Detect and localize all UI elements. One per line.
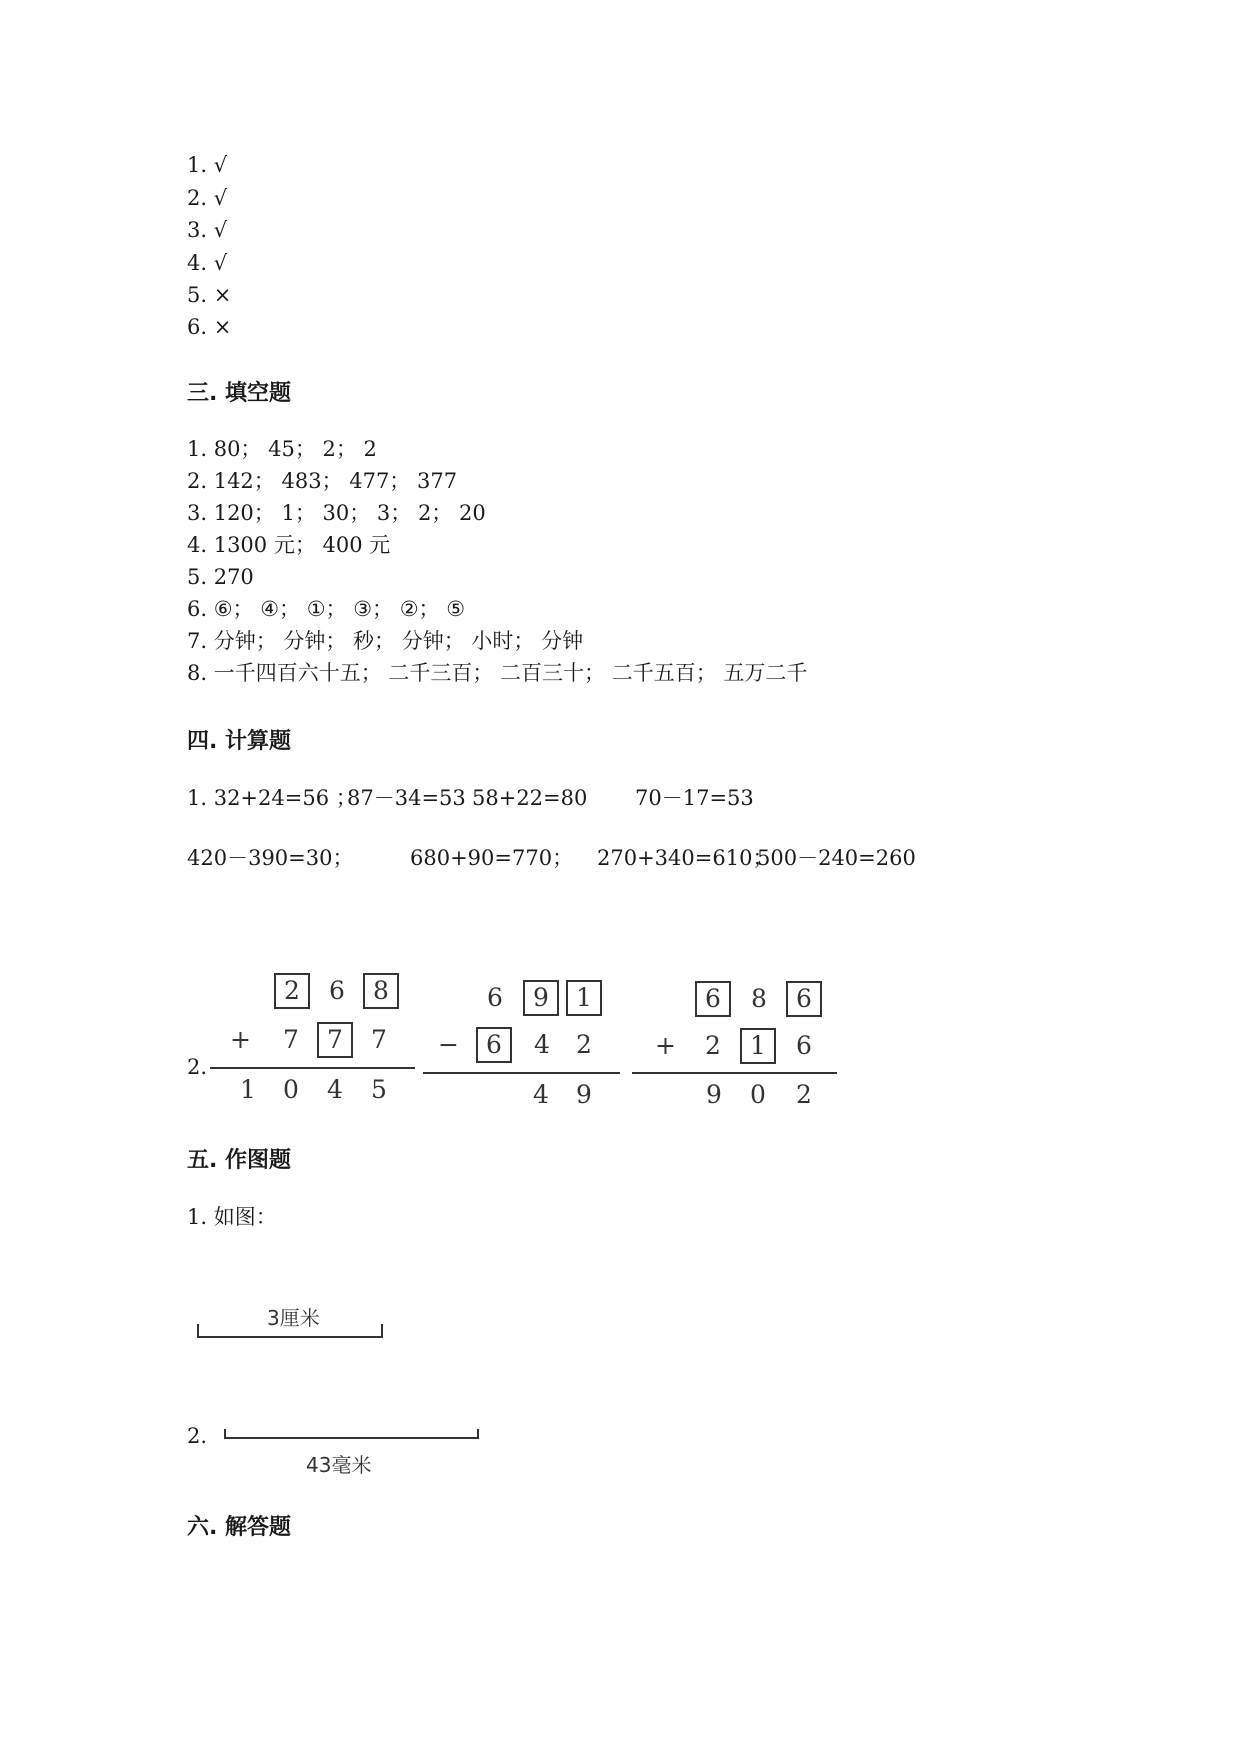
judge-answer: 3. √	[187, 218, 228, 242]
result-line	[423, 1072, 620, 1074]
fill-answer: 3. 120； 1； 30； 3； 2； 20	[187, 501, 486, 525]
digit: 1	[750, 1031, 766, 1060]
question-number: 2.	[187, 1424, 208, 1448]
operator: +	[655, 1031, 676, 1060]
digit: 2	[705, 1031, 721, 1060]
segment-tick	[381, 1324, 383, 1338]
digit: 7	[371, 1025, 387, 1054]
digit: 7	[327, 1025, 343, 1054]
segment-label: 43毫米	[306, 1453, 372, 1477]
calc-answer: 70－17=53	[635, 786, 754, 810]
fill-answer: 4. 1300 元； 400 元	[187, 533, 391, 557]
digit: 9	[533, 983, 549, 1012]
digit: 7	[283, 1025, 299, 1054]
draw-answer: 1. 如图：	[187, 1205, 277, 1229]
calc-answer: 87－34=53	[347, 786, 466, 810]
fill-answer: 1. 80； 45； 2； 2	[187, 437, 377, 461]
digit: 6	[705, 984, 721, 1013]
digit: 6	[486, 1030, 502, 1059]
digit: 9	[706, 1080, 722, 1109]
digit: 0	[750, 1080, 766, 1109]
digit: 6	[329, 976, 345, 1005]
section-title: 三. 填空题	[187, 381, 292, 406]
result-line	[210, 1067, 415, 1069]
question-number: 2.	[187, 1055, 208, 1079]
digit: 4	[533, 1080, 549, 1109]
digit: 4	[327, 1075, 343, 1104]
segment-line	[197, 1336, 383, 1338]
segment-label: 3厘米	[267, 1306, 320, 1330]
calc-answer: 420－390=30；	[187, 846, 354, 870]
calc-answer: 58+22=80	[472, 786, 588, 810]
fill-answer: 5. 270	[187, 565, 254, 589]
judge-answer: 5. ×	[187, 283, 232, 307]
judge-answer: 4. √	[187, 251, 228, 275]
segment-tick	[197, 1324, 199, 1338]
judge-answer: 2. √	[187, 186, 228, 210]
fill-answer: 7. 分钟； 分钟； 秒； 分钟； 小时； 分钟	[187, 629, 584, 653]
digit: 6	[796, 1031, 812, 1060]
segment-tick	[224, 1429, 226, 1439]
digit: 6	[487, 983, 503, 1012]
section-title: 五. 作图题	[187, 1148, 292, 1173]
operator: +	[230, 1025, 251, 1054]
section-title: 四. 计算题	[187, 729, 292, 754]
digit: 4	[534, 1030, 550, 1059]
digit: 9	[576, 1080, 592, 1109]
digit: 2	[576, 1030, 592, 1059]
digit: 1	[240, 1075, 256, 1104]
segment-tick	[477, 1429, 479, 1439]
section-title: 六. 解答题	[187, 1515, 292, 1540]
judge-answer: 1. √	[187, 153, 228, 177]
result-line	[632, 1072, 837, 1074]
calc-answer: 500－240=260	[757, 846, 916, 870]
digit: 1	[576, 983, 592, 1012]
segment-line	[224, 1437, 479, 1439]
fill-answer: 2. 142； 483； 477； 377	[187, 469, 458, 493]
fill-answer: 8. 一千四百六十五； 二千三百； 二百三十； 二千五百； 五万二千	[187, 661, 808, 685]
digit: 8	[751, 984, 767, 1013]
fill-answer: 6. ⑥； ④； ①； ③； ②； ⑤	[187, 597, 466, 621]
calc-answer: 270+340=610；	[597, 846, 774, 870]
digit: 0	[283, 1075, 299, 1104]
digit: 6	[796, 984, 812, 1013]
calc-answer: 1. 32+24=56 ；	[187, 786, 357, 810]
judge-answer: 6. ×	[187, 315, 232, 339]
calc-answer: 680+90=770；	[410, 846, 574, 870]
digit: 8	[373, 976, 389, 1005]
operator: −	[438, 1030, 459, 1059]
digit: 5	[371, 1075, 387, 1104]
digit: 2	[284, 976, 300, 1005]
digit: 2	[796, 1080, 812, 1109]
